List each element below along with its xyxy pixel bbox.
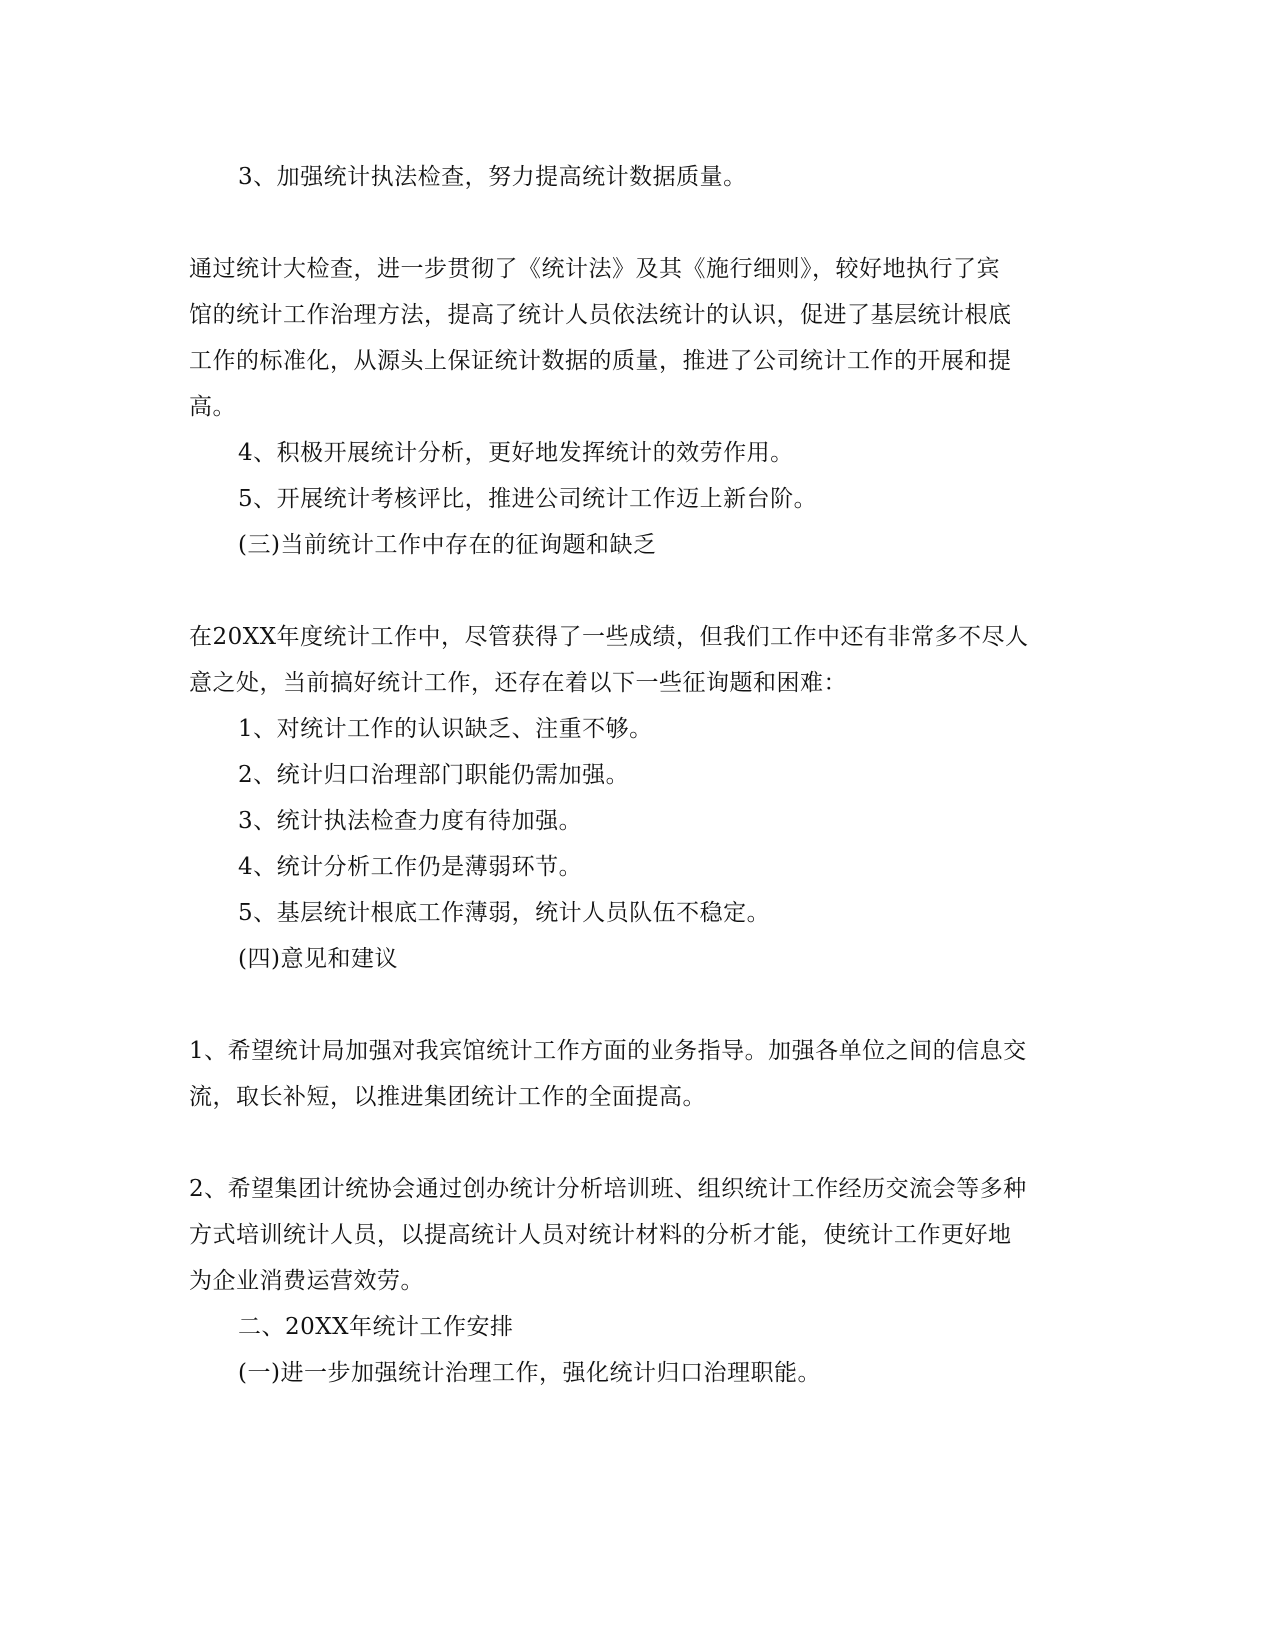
section-heading: (四)意见和建议 bbox=[238, 946, 398, 972]
paragraph-line: 通过统计大检查，进一步贯彻了《统计法》及其《施行细则》，较好地执行了宾 bbox=[189, 256, 1000, 282]
list-item: 2、统计归口治理部门职能仍需加强。 bbox=[238, 762, 630, 788]
list-item: 5、基层统计根底工作薄弱，统计人员队伍不稳定。 bbox=[238, 900, 771, 926]
paragraph-line: 为企业消费运营效劳。 bbox=[189, 1268, 424, 1294]
list-item: 1、对统计工作的认识缺乏、注重不够。 bbox=[238, 716, 653, 742]
paragraph-line: 1、希望统计局加强对我宾馆统计工作方面的业务指导。加强各单位之间的信息交 bbox=[189, 1038, 1027, 1064]
paragraph-line: 高。 bbox=[189, 394, 236, 420]
paragraph-line: 流，取长补短，以推进集团统计工作的全面提高。 bbox=[189, 1084, 706, 1110]
paragraph-line: 方式培训统计人员，以提高统计人员对统计材料的分析才能，使统计工作更好地 bbox=[189, 1222, 1012, 1248]
paragraph-line: 2、希望集团计统协会通过创办统计分析培训班、组织统计工作经历交流会等多种 bbox=[189, 1176, 1027, 1202]
paragraph-line: 馆的统计工作治理方法，提高了统计人员依法统计的认识，促进了基层统计根底 bbox=[189, 302, 1012, 328]
section-heading: (三)当前统计工作中存在的征询题和缺乏 bbox=[238, 532, 657, 558]
list-item: 3、加强统计执法检查，努力提高统计数据质量。 bbox=[238, 164, 747, 190]
paragraph-line: 在20XX年度统计工作中，尽管获得了一些成绩，但我们工作中还有非常多不尽人 bbox=[189, 624, 1029, 650]
list-item: 4、统计分析工作仍是薄弱环节。 bbox=[238, 854, 583, 880]
list-item: 3、统计执法检查力度有待加强。 bbox=[238, 808, 583, 834]
list-item: 4、积极开展统计分析，更好地发挥统计的效劳作用。 bbox=[238, 440, 794, 466]
section-heading: (一)进一步加强统计治理工作，强化统计归口治理职能。 bbox=[238, 1360, 821, 1386]
paragraph-line: 工作的标准化，从源头上保证统计数据的质量，推进了公司统计工作的开展和提 bbox=[189, 348, 1012, 374]
section-heading: 二、20XX年统计工作安排 bbox=[238, 1314, 514, 1340]
paragraph-line: 意之处，当前搞好统计工作，还存在着以下一些征询题和困难： bbox=[189, 670, 847, 696]
list-item: 5、开展统计考核评比，推进公司统计工作迈上新台阶。 bbox=[238, 486, 818, 512]
